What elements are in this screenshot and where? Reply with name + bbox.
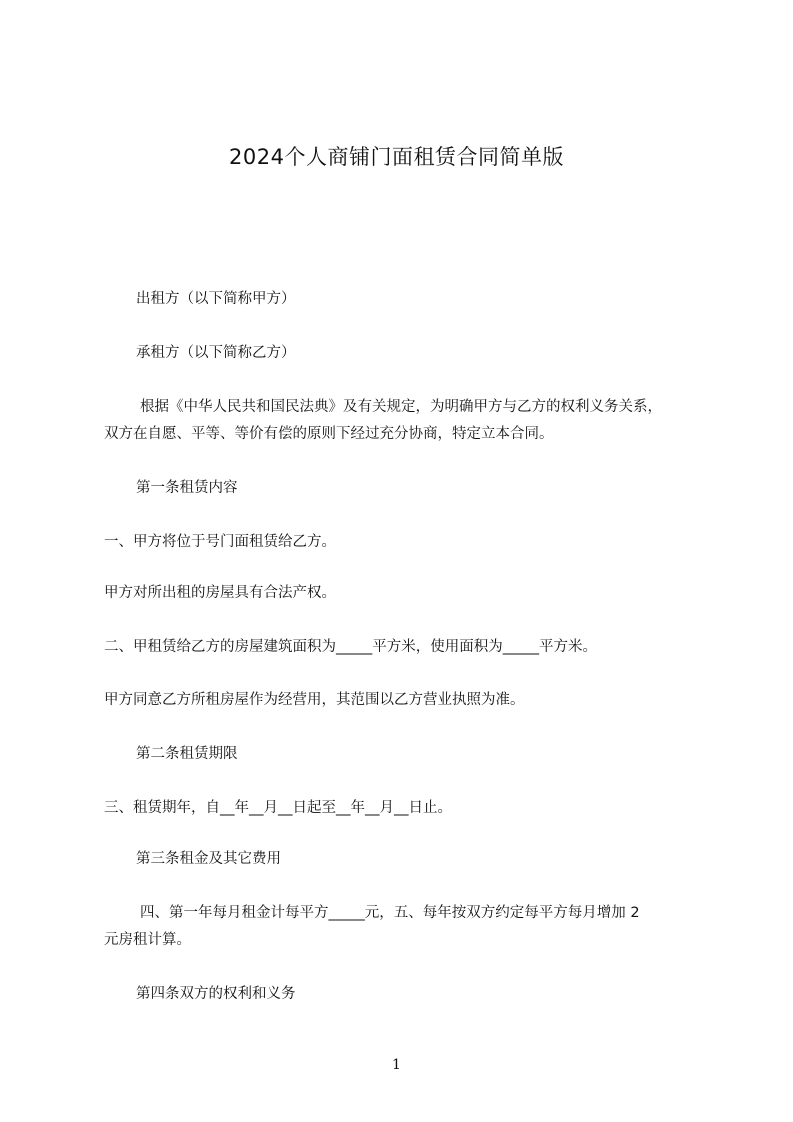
lessor-line: 出租方（以下简称甲方）: [136, 291, 296, 307]
clause-3: 三、租赁期年，自__年__月__日起至__年__月__日止。: [104, 800, 452, 816]
article-4-heading: 第四条双方的权利和义务: [136, 986, 296, 1002]
clause-2: 二、甲租赁给乙方的房屋建筑面积为_____平方米，使用面积为_____平方米。: [104, 639, 597, 655]
document-title: 2024个人商铺门面租赁合同简单版: [229, 145, 564, 169]
usage-statement: 甲方同意乙方所租房屋作为经营用，其范围以乙方营业执照为准。: [104, 692, 525, 708]
lessee-line: 承租方（以下简称乙方）: [136, 345, 296, 361]
article-2-heading: 第二条租赁期限: [136, 746, 238, 762]
article-1-heading: 第一条租赁内容: [136, 480, 238, 496]
clause-4-line-1: 四、第一年每月租金计每平方_____元，五、每年按双方约定每平方每月增加 2: [140, 905, 640, 921]
clause-1: 一、甲方将位于号门面租赁给乙方。: [104, 534, 336, 550]
preamble-line-1: 根据《中华人民共和国民法典》及有关规定，为明确甲方与乙方的权利义务关系，: [140, 399, 662, 415]
ownership-statement: 甲方对所出租的房屋具有合法产权。: [104, 585, 336, 601]
clause-4-line-2: 元房租计算。: [104, 932, 191, 948]
page-number: 1: [392, 1057, 401, 1073]
article-3-heading: 第三条租金及其它费用: [136, 851, 281, 867]
preamble-line-2: 双方在自愿、平等、等价有偿的原则下经过充分协商，特定立本合同。: [104, 426, 554, 442]
